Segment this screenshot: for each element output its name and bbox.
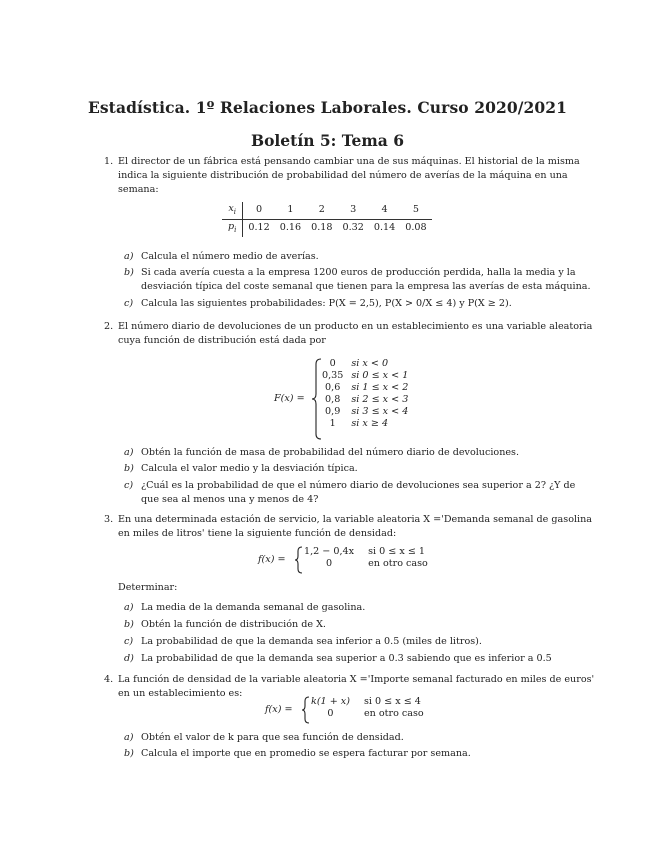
density-3-condition: en otro caso	[368, 558, 428, 569]
problem-4-b-label: b)	[124, 748, 134, 759]
cdf-value: 1	[329, 418, 336, 429]
problem-3-d: La probabilidad de que la demanda sea superior a 0.3 sabiendo que es inferior a 0.5	[141, 653, 552, 664]
problem-2-c-line-2: que sea al menos una y menos de 4?	[141, 494, 319, 505]
problem-4-a-label: a)	[124, 732, 134, 743]
problem-2-b: Calcula el valor medio y la desviación típica.	[141, 463, 358, 474]
table-header-p: $p_i$	[222, 219, 243, 236]
problem-1-c: Calcula las siguientes probabilidades: P(X = 2,5), P(X > 0/X ≤ 4) y P(X ≥ 2).	[141, 298, 512, 309]
cdf-condition: si x < 0	[351, 358, 389, 369]
table-cell: 2	[306, 202, 337, 219]
page-subtitle: Boletín 5: Tema 6	[250, 131, 405, 150]
problem-1-b-line-2: desviación típica del coste semanal que tienen para la empresa las averías de esta máquina.	[141, 281, 591, 292]
cdf-condition: si 0 ≤ x < 1	[351, 370, 409, 381]
problem-2-line-2: cuya función de distribución está dada por	[118, 335, 326, 346]
cdf-label: F(x) =	[274, 393, 305, 404]
problem-1-line-2: indica la siguiente distribución de probabilidad del número de averías de la máquina en una	[118, 170, 568, 181]
density-3-value: 1,2 − 0,4x	[304, 546, 355, 557]
table-cell: 0.18	[311, 222, 333, 234]
problem-3-c-label: c)	[124, 636, 134, 647]
problem-3-number: 3.	[104, 514, 114, 525]
problem-4-b: Calcula el importe que en promedio se espera facturar por semana.	[141, 748, 471, 759]
cdf-value: 0,35	[322, 370, 344, 381]
density-4-value: k(1 + x)	[311, 696, 350, 707]
problem-3-a: La media de la demanda semanal de gasolina.	[141, 602, 366, 613]
problem-1-number: 1.	[104, 156, 114, 167]
table-cell: 0.12	[248, 222, 270, 234]
table-header-x: $x_i$	[222, 202, 243, 219]
problem-2-b-label: b)	[124, 463, 134, 474]
density-3-value: 0	[325, 558, 333, 569]
problem-1-c-label: c)	[124, 298, 134, 309]
cdf-value: 0,6	[325, 382, 341, 393]
density-4-label: f(x) =	[265, 704, 293, 715]
problem-2-line-1: El número diario de devoluciones de un producto en un establecimiento es una variable aleatoria	[118, 321, 593, 332]
problem-4-line-2: en un establecimiento es:	[118, 688, 243, 699]
table-cell: 0.16	[279, 222, 302, 234]
density-3-label: f(x) =	[258, 554, 286, 565]
table-cell: 5	[400, 202, 431, 219]
cdf-cases	[318, 358, 412, 430]
problem-2-number: 2.	[104, 321, 114, 332]
table-cell: 0	[243, 202, 275, 219]
problem-2-c-line-1: ¿Cuál es la probabilidad de que el número diario de devoluciones sea superior a 2? ¿Y de	[141, 480, 576, 491]
problem-2-a-label: a)	[124, 447, 134, 458]
cdf-condition: si 3 ≤ x < 4	[351, 406, 409, 417]
problem-3-line-2: en miles de litros' tiene la siguiente función de densidad:	[118, 528, 397, 539]
cdf-condition: si x ≥ 4	[351, 418, 389, 429]
table-cell: 0.08	[405, 222, 427, 234]
table-cell: 0.32	[342, 222, 364, 234]
density-4-condition: en otro caso	[363, 708, 424, 719]
problem-3-d-label: d)	[124, 653, 134, 664]
problem-3-determinar: Determinar:	[118, 582, 178, 593]
problem-4-line-1: La función de densidad de la variable aleatoria X ='Importe semanal facturado en miles de euros'	[118, 674, 595, 685]
cdf-value: 0,9	[325, 406, 341, 417]
table-cell: 0.14	[373, 222, 396, 234]
density-4-condition: si 0 ≤ x ≤ 4	[363, 696, 421, 707]
problem-1-b-label: b)	[124, 267, 134, 278]
problem-1-line-1: El director de un fábrica está pensando cambiar una de sus máquinas. El historial de la misma	[118, 156, 580, 167]
problem-1-b-line-1: Si cada avería cuesta a la empresa 1200 euros de producción perdida, halla la media y la	[141, 267, 576, 278]
problem-1-a: Calcula el número medio de averías.	[141, 251, 319, 262]
problem-3-a-label: a)	[124, 602, 134, 613]
page-title: Estadística. 1º Relaciones Laborales. Curso 2020/2021	[87, 98, 568, 117]
problem-3-b: Obtén la función de distribución de X.	[141, 619, 326, 630]
problem-4-number: 4.	[104, 674, 114, 685]
problem-2-a: Obtén la función de masa de probabilidad del número diario de devoluciones.	[141, 447, 520, 458]
problem-4-a: Obtén el valor de k para que sea función de densidad.	[141, 732, 404, 743]
cdf-condition: si 2 ≤ x < 3	[351, 394, 409, 405]
table-cell: 3	[338, 202, 369, 219]
problem-2-c-label: c)	[124, 480, 134, 491]
table-cell: 4	[369, 202, 400, 219]
cdf-value: 0,8	[325, 394, 341, 405]
table-cell: 1	[275, 202, 306, 219]
problem-1-line-3: semana:	[118, 184, 159, 195]
problem-3-c: La probabilidad de que la demanda sea inferior a 0.5 (miles de litros).	[141, 636, 482, 647]
cdf-value: 0	[329, 358, 336, 369]
problem-3-b-label: b)	[124, 619, 134, 630]
density-4-cases	[307, 696, 428, 720]
density-4-value: 0	[327, 708, 334, 719]
cdf-condition: si 1 ≤ x < 2	[351, 382, 409, 393]
density-3-condition: si 0 ≤ x ≤ 1	[368, 546, 426, 557]
density-3-cases	[300, 546, 432, 570]
problem-1-a-label: a)	[124, 251, 134, 262]
probability-table	[222, 202, 432, 237]
problem-3-line-1: En una determinada estación de servicio, la variable aleatoria X ='Demanda semanal de gasolina	[118, 514, 593, 525]
